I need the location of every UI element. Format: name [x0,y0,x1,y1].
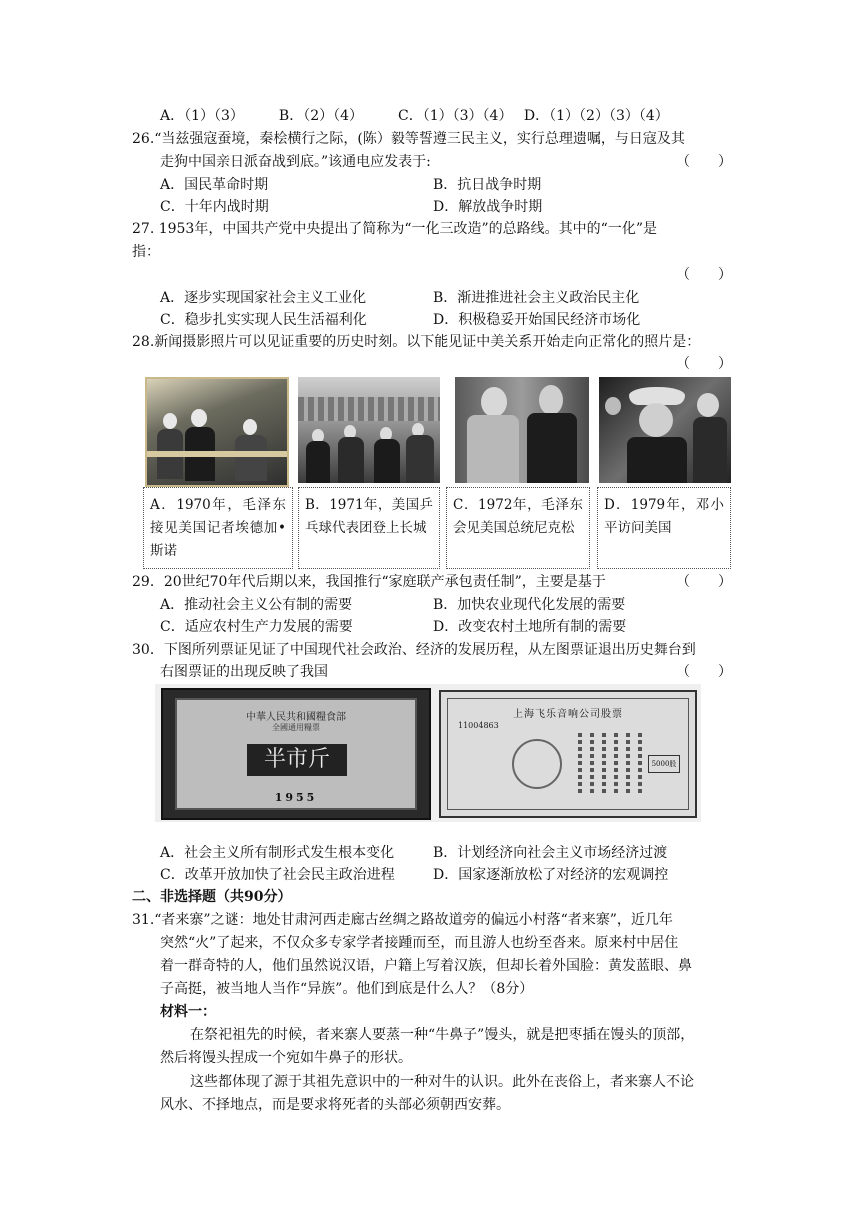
stock-seal: 5000股 [648,755,680,773]
q29-option-b: B．加快农业现代化发展的需要 [433,597,626,613]
q25-options: A．（1）（3） B．（2）（4） C．（1）（3）（4） D．（1）（2）（3）（4） [160,108,669,124]
q27-option-c: C．稳步扎实实现人民生活福利化 [160,312,367,328]
q29-answer-paren: （ ） [676,574,732,590]
photo-options [143,377,733,569]
stock-certificate-image [439,690,697,818]
q26-stem-line1: 26.“当兹强寇蚕境，秦桧横行之际，(陈）毅等誓遵三民主义，实行总理遗嘱，与日寇及其 [132,131,685,147]
coupon-figure [155,684,701,822]
q30-answer-paren: （ ） [676,664,732,680]
photo-a-caption: A．1970年，毛泽东接见美国记者埃德加•斯诺 [143,487,293,569]
material-1-title: 材料一： [160,1004,216,1020]
q31-line2: 突然“火”了起来，不仅众多专家学者接踵而至，而且游人也纷至沓来。原来村中居住 [160,935,679,951]
q31-line3: 着一群奇特的人，他们虽然说汉语，户籍上写着汉族，但却长着外国脸：黄发蓝眼、鼻 [160,958,692,974]
q29-stem: 29．20世纪70年代后期以来，我国推行“家庭联产承包责任制”，主要是基于 [132,574,606,590]
q27-stem-line1: 27. 1953年，中国共产党中央提出了简称为“一化三改造”的总路线。其中的“一化”是 [132,221,657,237]
q26-option-b: B．抗日战争时期 [433,177,542,193]
q26-option-c: C．十年内战时期 [160,199,269,215]
q28-stem: 28.新闻摄影照片可以见证重要的历史时刻。以下能见证中美关系开始走向正常化的照片是： [132,334,701,350]
material-1-line1: 在祭祀祖先的时候，者来寨人要蒸一种“牛鼻子”馒头，就是把枣插在馒头的顶部， [190,1027,695,1043]
q29-option-d: D．改变农村土地所有制的需要 [433,619,627,635]
q30-stem-line2: 右图票证的出现反映了我国 [160,664,328,680]
grain-coupon-title: 中華人民共和國糧食部 [246,712,346,723]
q26-option-d: D．解放战争时期 [433,199,543,215]
photo-c-image [455,377,589,483]
stock-title: 上海飞乐音响公司股票 [513,709,623,720]
q26-stem-line2: 走狗中国亲日派奋战到底。”该通电应发表于: [160,154,431,170]
q27-option-a: A．逐步实现国家社会主义工业化 [160,290,367,306]
stock-number: 11004863 [458,721,499,730]
photo-a-image [145,377,289,487]
stock-stamp-icon [512,739,562,789]
photo-d-caption: D．1979年，邓小平访问美国 [597,487,731,569]
q27-option-b: B．渐进推进社会主义政治民主化 [433,290,640,306]
q27-stem-line2: 指： [132,244,160,260]
q29-option-c: C．适应农村生产力发展的需要 [160,619,353,635]
q28-answer-paren: （ ） [676,356,732,372]
grain-coupon-amount: 半市斤 [247,744,347,776]
grain-coupon-year: 1955 [274,791,318,804]
photo-d-image [599,377,731,483]
q29-option-a: A．推动社会主义公有制的需要 [160,597,353,613]
photo-b-caption: B．1971年，美国乒乓球代表团登上长城 [298,487,440,569]
q30-option-a: A．社会主义所有制形式发生根本变化 [160,845,395,861]
q27-answer-paren: （ ） [676,267,732,283]
material-1-line4: 风水、不择地点，而是要求将死者的头部必须朝西安葬。 [160,1097,510,1113]
photo-b-image [298,377,440,483]
q31-line1: 31.“者来寨”之谜：地处甘肃河西走廊古丝绸之路故道旁的偏远小村落“者来寨”，近几年 [132,912,673,928]
q26-answer-paren: （ ） [676,154,732,170]
material-1-line2: 然后将馒头捏成一个宛如牛鼻子的形状。 [160,1050,412,1066]
q31-line4: 子高挺，被当地人当作“异族”。他们到底是什么人？（8分） [160,981,534,997]
section-2-heading: 二、非选择题（共90分） [132,889,292,905]
material-1-line3: 这些都体现了源于其祖先意识中的一种对牛的认识。此外在丧俗上，者来寨人不论 [190,1074,694,1090]
q30-option-c: C．改革开放加快了社会民主政治进程 [160,867,395,883]
q30-stem-line1: 30．下图所列票证见证了中国现代社会政治、经济的发展历程，从左图票证退出历史舞台到 [132,642,696,658]
q30-option-d: D．国家逐渐放松了对经济的宏观调控 [433,867,669,883]
q27-option-d: D．积极稳妥开始国民经济市场化 [433,312,641,328]
q26-option-a: A．国民革命时期 [160,177,269,193]
photo-c-caption: C．1972年，毛泽东会见美国总统尼克松 [446,487,590,569]
q30-option-b: B．计划经济向社会主义市场经济过渡 [433,845,668,861]
grain-coupon-image [161,688,431,820]
grain-coupon-subtitle: 全國通用糧票 [272,723,320,732]
